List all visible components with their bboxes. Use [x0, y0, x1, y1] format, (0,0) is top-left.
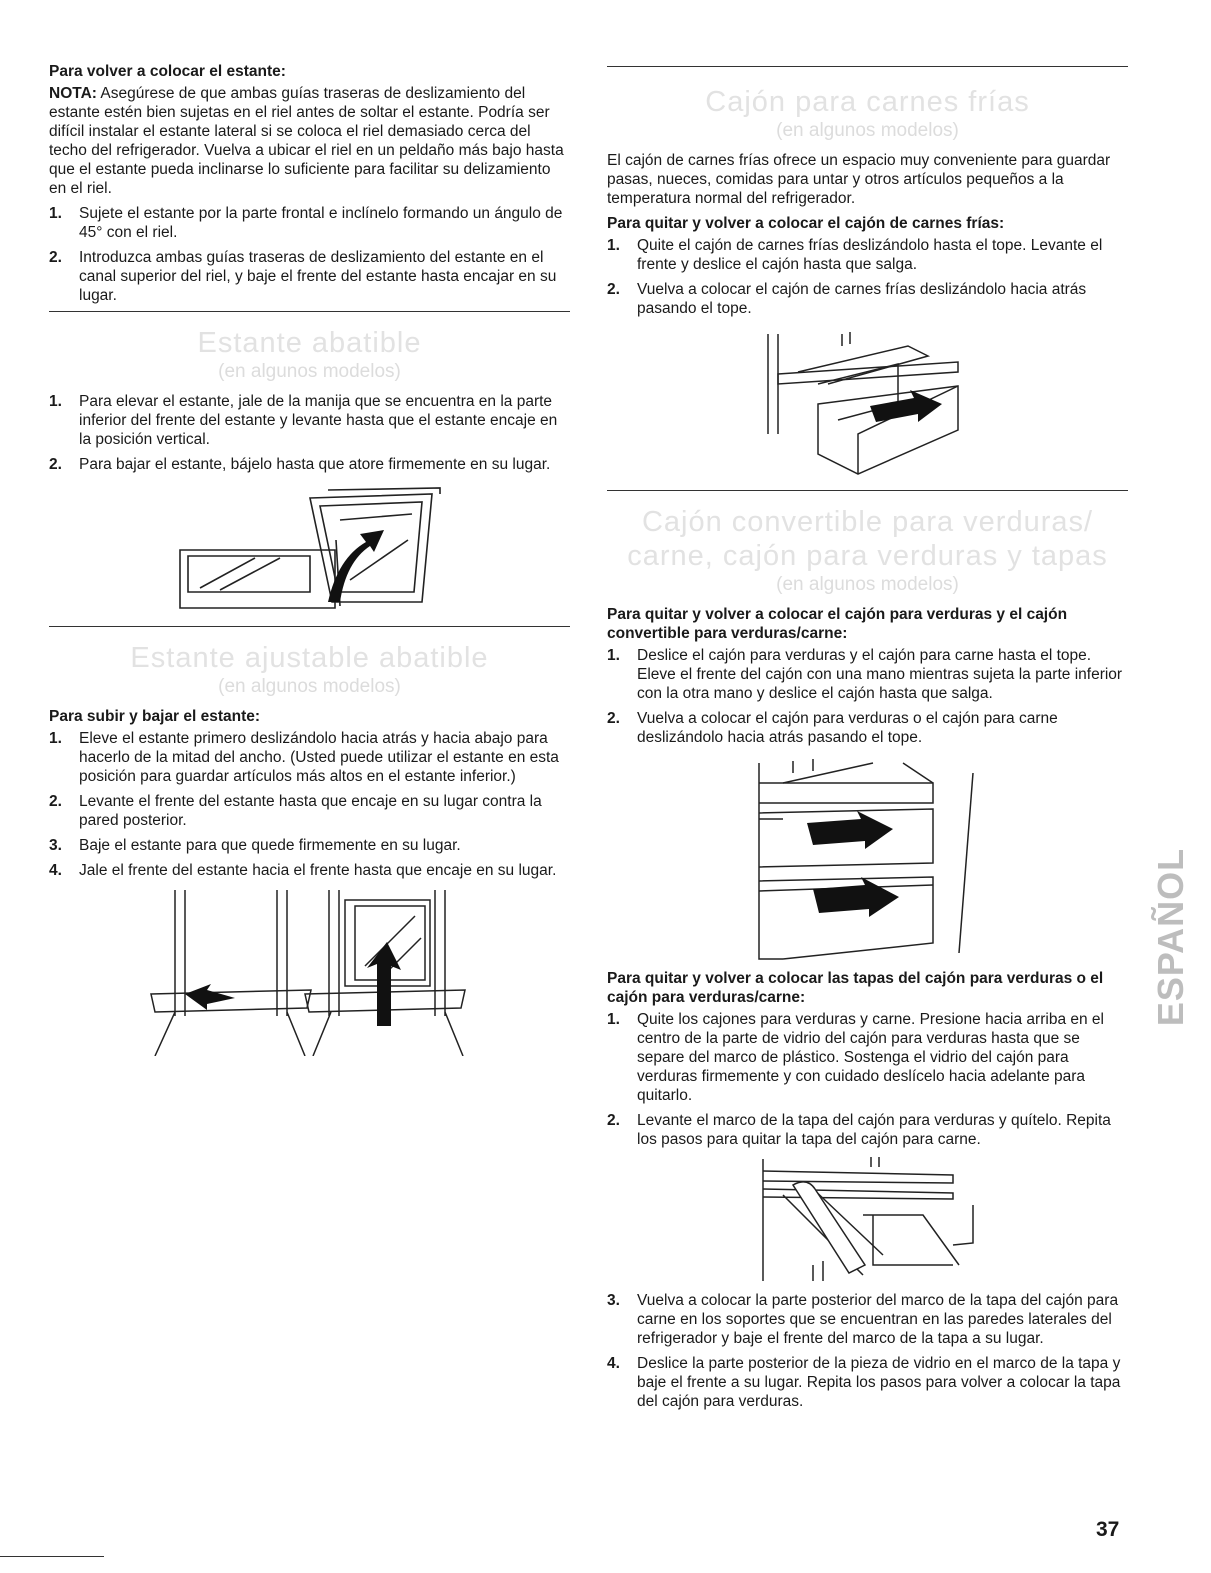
- list-item: [607, 236, 1128, 274]
- language-side-tab: [1152, 816, 1190, 1058]
- list-item: [49, 248, 570, 305]
- nota-text: Asegúrese de que ambas guías traseras de deslizamiento del estante estén bien sujetas en el riel antes de soltar el estante. Podría ser difícil instalar el estante lateral si se coloca el riel demasiado cerca del techo del refrigerador. Vuelva a ubicar el riel en un peldaño más bajo hasta que el estante pueda inclinarse lo suficiente para facilitar su delizamiento en el riel.: [49, 85, 564, 197]
- flip-shelf-illustration: [160, 480, 460, 620]
- step-text: Vuelva a colocar el cajón de carnes frías deslizándolo hacia atrás pasando el tope.: [637, 281, 1087, 317]
- step-text: Deslice la parte posterior de la pieza de vidrio en el marco de la tapa y baje el frente a su lugar. Repita los pasos para volver a colocar la tapa del cajón para verduras.: [637, 1355, 1121, 1410]
- step-text: Levante el frente del estante hasta que encaje en su lugar contra la pared posterior.: [79, 793, 542, 829]
- step-number: 2.: [49, 793, 62, 810]
- adjustable-flip-shelf-heading: Para subir y bajar el estante:: [49, 708, 261, 725]
- step-number: 1.: [607, 237, 620, 254]
- crisper-heading: Para quitar y volver a colocar el cajón para verduras y el cajón convertible para verduras/carne:: [607, 606, 1068, 642]
- crisper-title-line-2: carne, cajón para verduras y tapas: [627, 540, 1108, 572]
- list-item: [607, 1111, 1128, 1149]
- step-text: Quite los cajones para verduras y carne. Presione hacia arriba en el centro de la parte de vidrio del cajón para verduras hasta que se separe del marco de plástico. Sostenga el vidrio del cajón para verduras firmemente y con cuidado deslícelo hacia adelante para quitarlo.: [637, 1011, 1104, 1104]
- step-number: 3.: [607, 1292, 620, 1309]
- step-text: Jale el frente del estante hacia el frente hasta que encaje en su lugar.: [79, 862, 557, 879]
- deli-drawer-intro: El cajón de carnes frías ofrece un espacio muy conveniente para guardar pasas, nueces, comidas para untar y otros artículos pequeños a la temperatura normal del refrigerador.: [607, 152, 1111, 207]
- list-item: [49, 836, 570, 855]
- right-arrow-icon: [813, 877, 899, 917]
- adjustable-flip-shelf-subtitle: (en algunos modelos): [218, 676, 401, 697]
- step-text: Para elevar el estante, jale de la manija que se encuentra en la parte inferior del frente del estante y levante hasta que el estante encaje en la posición vertical.: [79, 393, 558, 448]
- step-text: Baje el estante para que quede firmemente en su lugar.: [79, 837, 461, 854]
- up-arrow-icon: [367, 942, 401, 1026]
- step-number: 1.: [49, 205, 62, 222]
- list-item: [49, 792, 570, 830]
- crisper-drawers-illustration: [753, 753, 983, 963]
- list-item: [607, 1010, 1128, 1105]
- list-item: [607, 709, 1128, 747]
- page-number: 37: [1096, 1518, 1120, 1541]
- list-item: [607, 1291, 1128, 1348]
- nota-label: NOTA:: [49, 85, 97, 102]
- step-text: Levante el marco de la tapa del cajón para verduras y quítelo. Repita los pasos para quitar la tapa del cajón para carne.: [637, 1112, 1111, 1148]
- deli-drawer-subtitle: (en algunos modelos): [776, 120, 959, 141]
- list-item: [49, 392, 570, 449]
- footer-rule: [0, 1556, 104, 1557]
- step-text: Eleve el estante primero deslizándolo hacia atrás y hacia abajo para hacerlo de la mitad del ancho. (Usted puede utilizar el estante en esta posición para guardar artículos más altos en el estante inferior.): [79, 730, 559, 785]
- adjustable-shelf-illustration: [145, 886, 475, 1056]
- step-number: 1.: [49, 393, 62, 410]
- step-text: Sujete el estante por la parte frontal e inclínelo formando un ángulo de 45° con el riel.: [79, 205, 563, 241]
- flip-shelf-steps: [49, 392, 570, 474]
- crisper-cover-illustration: [753, 1155, 983, 1285]
- cover-heading: Para quitar y volver a colocar las tapas del cajón para verduras o el cajón para verduras/carne:: [607, 970, 1104, 1006]
- list-item: [49, 729, 570, 786]
- step-number: 2.: [607, 710, 620, 727]
- step-text: Vuelva a colocar el cajón para verduras o el cajón para carne deslizándolo hacia atrás pasando el tope.: [637, 710, 1058, 746]
- step-number: 2.: [49, 249, 62, 266]
- list-item: [49, 204, 570, 242]
- right-arrow-icon: [807, 811, 893, 849]
- step-number: 1.: [49, 730, 62, 747]
- step-text: Para bajar el estante, bájelo hasta que atore firmemente en su lugar.: [79, 456, 551, 473]
- deli-drawer-title: Cajón para carnes frías: [705, 86, 1030, 118]
- deli-drawer-heading: Para quitar y volver a colocar el cajón de carnes frías:: [607, 215, 1005, 232]
- step-number: 4.: [49, 862, 62, 879]
- adjustable-flip-shelf-title: Estante ajustable abatible: [130, 642, 489, 674]
- step-text: Quite el cajón de carnes frías deslizándolo hasta el tope. Levante el frente y deslice el cajón hasta que salga.: [637, 237, 1103, 273]
- left-column: [49, 62, 570, 1062]
- crisper-steps: [607, 646, 1128, 747]
- deli-drawer-steps: [607, 236, 1128, 318]
- left-arrow-icon: [185, 984, 235, 1010]
- reinstall-steps: [49, 204, 570, 305]
- list-item: [49, 861, 570, 880]
- step-text: Vuelva a colocar la parte posterior del marco de la tapa del cajón para carne en los soportes que se encuentran en las paredes laterales del refrigerador y baje el frente del marco de la tapa a su lugar.: [637, 1292, 1119, 1347]
- step-number: 2.: [607, 281, 620, 298]
- step-number: 4.: [607, 1355, 620, 1372]
- reinstall-heading: Para volver a colocar el estante:: [49, 63, 286, 80]
- step-number: 3.: [49, 837, 62, 854]
- crisper-title-line-1: Cajón convertible para verduras/: [641, 506, 1094, 538]
- deli-drawer-illustration: [758, 324, 978, 484]
- right-column: [607, 62, 1128, 1417]
- list-item: [607, 646, 1128, 703]
- flip-shelf-subtitle: (en algunos modelos): [218, 361, 401, 382]
- step-text: Introduzca ambas guías traseras de deslizamiento del estante en el canal superior del riel, y baje el frente del estante hasta encajar en su lugar.: [79, 249, 557, 304]
- step-number: 2.: [607, 1112, 620, 1129]
- step-number: 2.: [49, 456, 62, 473]
- step-number: 1.: [607, 1011, 620, 1028]
- side-tab-label: ESPAÑOL: [1150, 847, 1191, 1027]
- crisper-subtitle: (en algunos modelos): [776, 574, 959, 595]
- list-item: [49, 455, 570, 474]
- step-text: Deslice el cajón para verduras y el cajón para carne hasta el tope. Eleve el frente del cajón con una mano mientras sujeta la parte inferior con la otra mano y deslice el cajón hasta que salga.: [637, 647, 1123, 702]
- flip-shelf-title: Estante abatible: [197, 327, 422, 359]
- step-number: 1.: [607, 647, 620, 664]
- list-item: [607, 280, 1128, 318]
- cover-steps-3-4: [607, 1291, 1128, 1411]
- list-item: [607, 1354, 1128, 1411]
- adjustable-flip-shelf-steps: [49, 729, 570, 880]
- nota-paragraph: [49, 84, 570, 198]
- cover-steps-1-2: [607, 1010, 1128, 1149]
- right-arrow-icon: [870, 390, 942, 422]
